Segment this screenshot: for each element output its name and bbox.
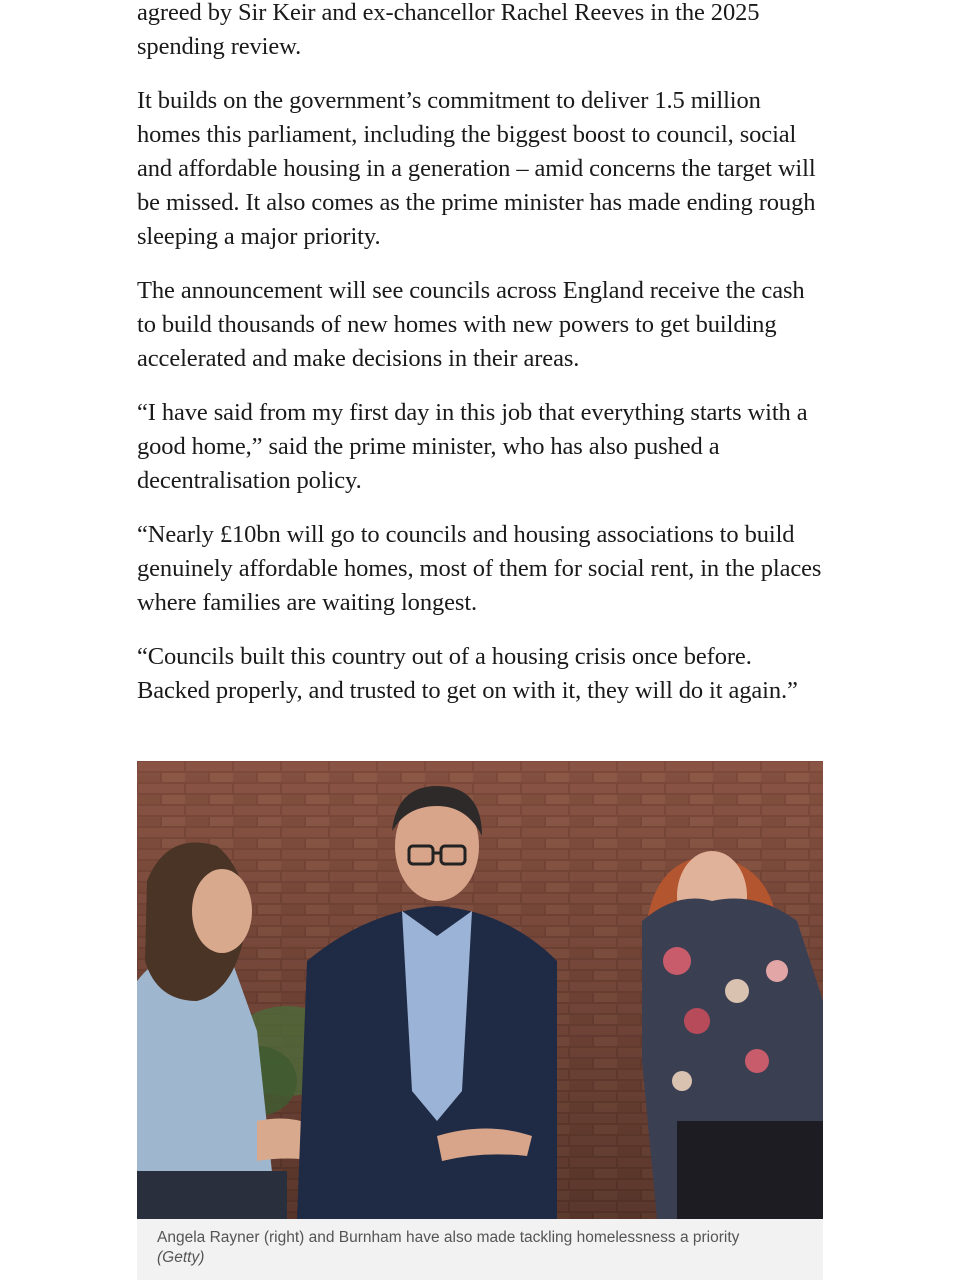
article-figure bbox=[137, 761, 823, 1280]
paragraph-2: It builds on the government’s commitment to deliver 1.5 million homes this parliament, including the biggest boost to council, social and affordable housing in a generation – amid concerns the target will be missed. It also comes as the prime minister has made ending rough sleeping a major priority. bbox=[137, 87, 816, 250]
caption-text: Angela Rayner (right) and Burnham have also made tackling homelessness a priority bbox=[157, 1229, 740, 1246]
paragraph-3: The announcement will see councils across England receive the cash to build thousands of new homes with new powers to get building accelerated and make decisions in their areas. bbox=[137, 277, 805, 372]
caption-credit: (Getty) bbox=[157, 1249, 205, 1266]
article-body bbox=[137, 0, 827, 728]
paragraph-4: “I have said from my first day in this job that everything starts with a good home,” said the prime minister, who has also pushed a decentralisation policy. bbox=[137, 399, 808, 494]
paragraph-1: agreed by Sir Keir and ex-chancellor Rachel Reeves in the 2025 spending review. bbox=[137, 0, 760, 60]
paragraph-5: “Nearly £10bn will go to councils and housing associations to build genuinely affordable homes, most of them for social rent, in the places where families are waiting longest. bbox=[137, 521, 822, 616]
figure-caption bbox=[137, 1219, 823, 1280]
article-photo[interactable] bbox=[137, 761, 823, 1219]
paragraph-6: “Councils built this country out of a housing crisis once before. Backed properly, and trusted to get on with it, they will do it again.” bbox=[137, 643, 798, 704]
